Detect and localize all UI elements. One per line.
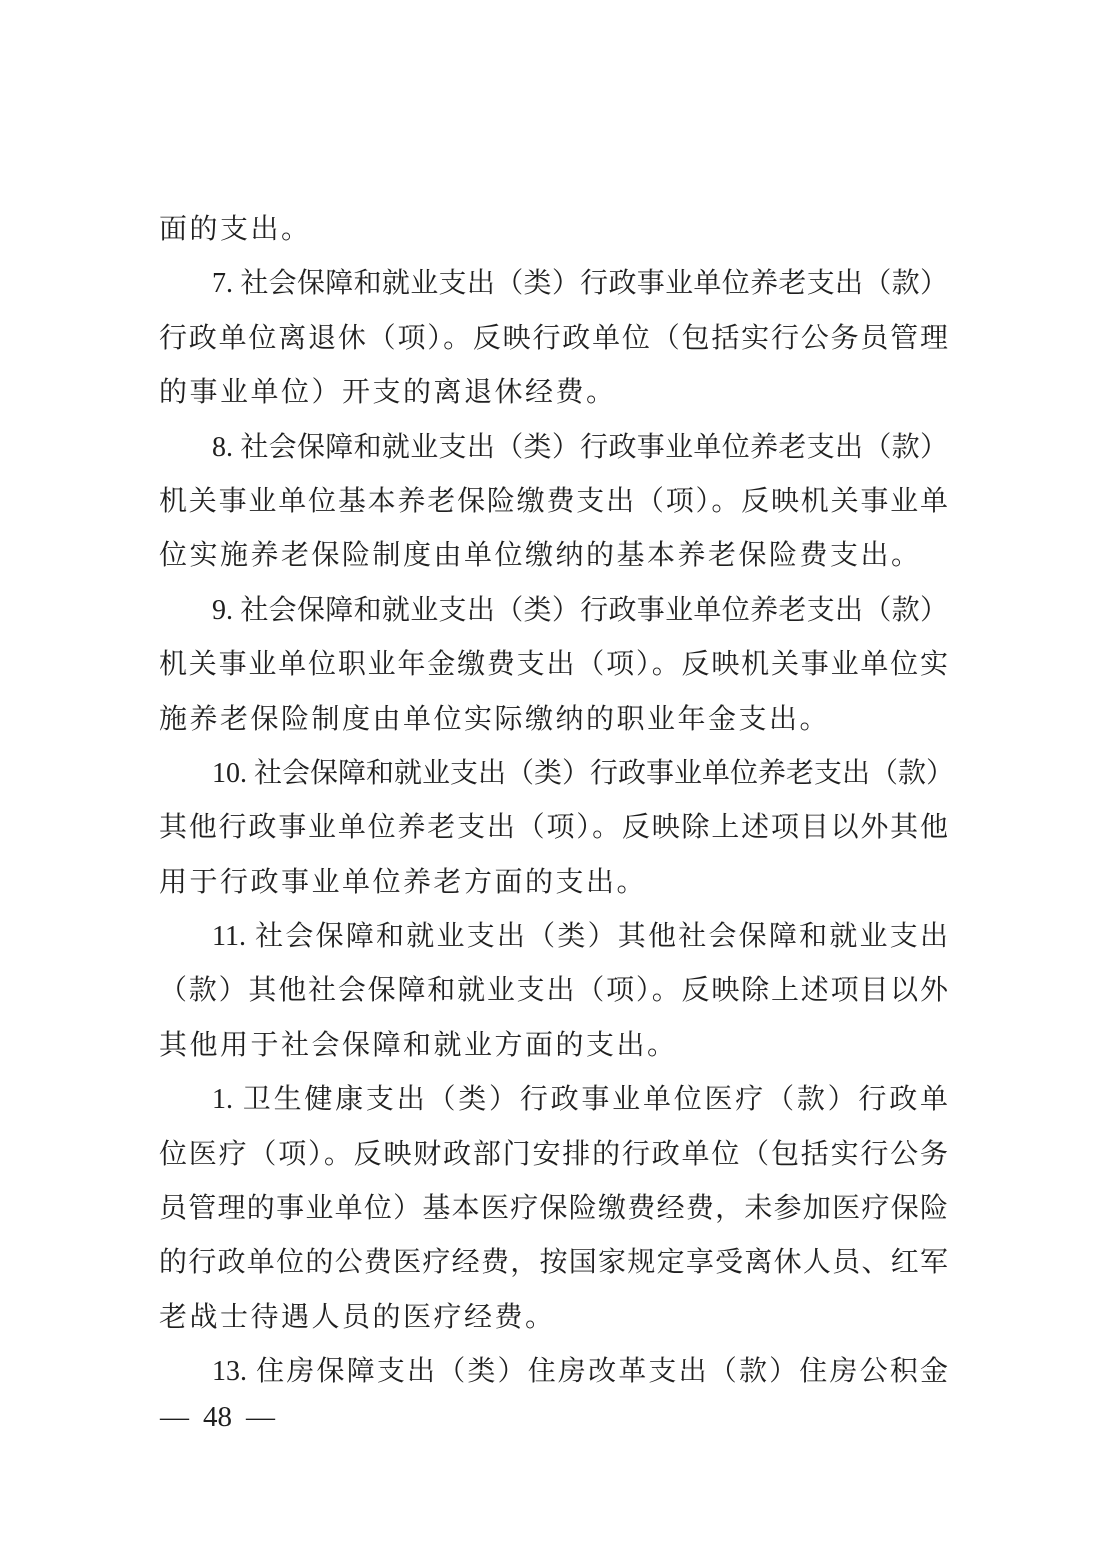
paragraph-item-13 — [159, 1345, 948, 1399]
text-line: 老战士待遇人员的医疗经费。 — [159, 1301, 556, 1333]
text-line: 机关事业单位职业年金缴费支出（项）。反映机关事业单位实 — [159, 649, 948, 681]
text-line: 的行政单位的公费医疗经费，按国家规定享受离休人员、红军 — [159, 1247, 948, 1279]
text-line: 机关事业单位基本养老保险缴费支出（项）。反映机关事业单 — [159, 485, 948, 517]
text-line: 员管理的事业单位）基本医疗保险缴费经费，未参加医疗保险 — [159, 1193, 948, 1225]
footer-dash-left: — — [160, 1400, 189, 1433]
paragraph-continuation — [159, 203, 948, 257]
paragraph-item-11 — [159, 910, 948, 1073]
text-line: 8. 社会保障和就业支出（类）行政事业单位养老支出（款） — [212, 431, 948, 463]
text-line: （款）其他社会保障和就业支出（项）。反映除上述项目以外 — [159, 975, 948, 1007]
paragraph-item-7 — [159, 257, 948, 420]
paragraph-item-8 — [159, 421, 948, 584]
paragraph-item-1-health — [159, 1073, 948, 1345]
text-line: 其他用于社会保障和就业方面的支出。 — [159, 1029, 678, 1061]
text-line: 11. 社会保障和就业支出（类）其他社会保障和就业支出 — [212, 921, 948, 953]
text-line: 1. 卫生健康支出（类）行政事业单位医疗（款）行政单 — [212, 1084, 948, 1116]
text-line: 位实施养老保险制度由单位缴纳的基本养老保险费支出。 — [159, 540, 922, 572]
paragraph-item-9 — [159, 584, 948, 747]
text-line: 13. 住房保障支出（类）住房改革支出（款）住房公积金 — [212, 1356, 948, 1388]
text-line: 10. 社会保障和就业支出（类）行政事业单位养老支出（款） — [212, 757, 955, 789]
text-line: 面的支出。 — [159, 214, 312, 245]
text-line: 位医疗（项）。反映财政部门安排的行政单位（包括实行公务 — [159, 1138, 948, 1170]
text-line: 行政单位离退休（项）。反映行政单位（包括实行公务员管理 — [159, 322, 948, 354]
footer-dash-right: — — [246, 1400, 275, 1433]
paragraph-item-10 — [159, 747, 955, 910]
text-line: 9. 社会保障和就业支出（类）行政事业单位养老支出（款） — [212, 594, 948, 626]
page-footer — [160, 1390, 275, 1444]
text-line: 用于行政事业单位养老方面的支出。 — [159, 866, 648, 898]
text-line: 7. 社会保障和就业支出（类）行政事业单位养老支出（款） — [212, 268, 948, 300]
text-line: 施养老保险制度由单位实际缴纳的职业年金支出。 — [159, 703, 831, 735]
page-number: 48 — [203, 1400, 232, 1433]
text-line: 其他行政事业单位养老支出（项）。反映除上述项目以外其他 — [159, 812, 948, 844]
text-line: 的事业单位）开支的离退休经费。 — [159, 377, 617, 409]
page-body — [159, 203, 955, 1400]
